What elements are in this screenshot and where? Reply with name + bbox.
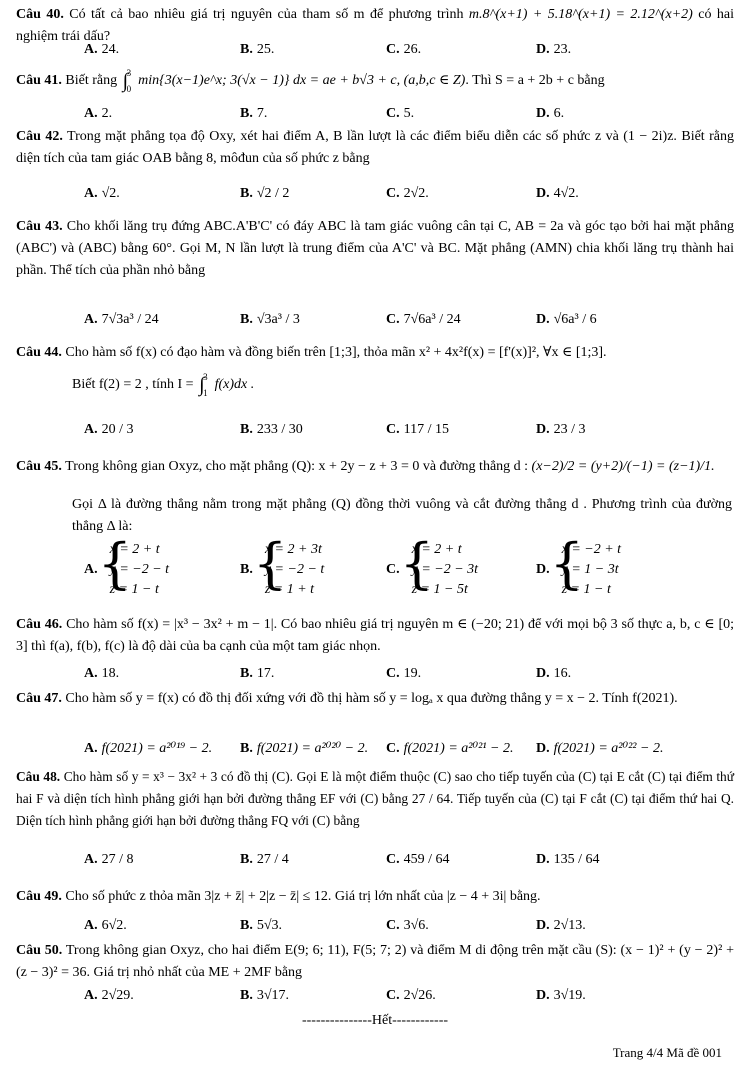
option-d[interactable]: D. 23.: [536, 42, 572, 57]
option-a[interactable]: A. f(2021) = a²⁰¹⁹ − 2.: [84, 741, 213, 756]
option-a[interactable]: A. { x = 2 + t y = −2 − t z = 1 − t: [84, 540, 169, 600]
question-46: [16, 614, 734, 658]
question-formula: f(x)dx .: [214, 377, 255, 393]
question-50: [16, 940, 734, 984]
options-42: [84, 186, 734, 208]
question-formula: (x−2)/2 = (y+2)/(−1) = (z−1)/1.: [531, 459, 715, 474]
option-c[interactable]: C. 3√6.: [386, 918, 429, 933]
question-text: Cho hàm số f(x) = |x³ − 3x² + m − 1|. Có bao nhiêu giá trị nguyên m ∈ (−20; 21) để với mọi bộ 3 số thực a, b, c ∈ [0; 3] thì f(a), f(b), f(c) là độ dài của ba cạnh của một tam giác nhọn.: [16, 617, 734, 654]
question-text: Cho số phức z thỏa mãn 3|z + z̄| + 2|z − z̄| ≤ 12. Giá trị lớn nhất của |z − 4 + 3i| bằng.: [65, 889, 541, 904]
question-text: Biết rằng: [65, 73, 121, 89]
options-50: [84, 988, 734, 1010]
question-text: Cho hàm số f(x) có đạo hàm và đồng biến trên [1;3], thỏa mãn x² + 4x²f(x) = [f'(x)]², ∀x ∈ [1;3].: [65, 345, 607, 360]
options-48: [84, 852, 734, 874]
question-formula: m.8^(x+1) + 5.18^(x+1) = 2.12^(x+2): [468, 7, 693, 22]
integral-sign: ∫ 3 0: [122, 68, 132, 94]
question-42: [16, 126, 734, 170]
option-d[interactable]: D. 6.: [536, 106, 565, 121]
option-c[interactable]: C. 19.: [386, 666, 422, 681]
option-b[interactable]: B. f(2021) = a²⁰²⁰ − 2.: [240, 741, 369, 756]
question-number: Câu 49.: [16, 889, 62, 904]
question-number: Câu 50.: [16, 943, 63, 958]
option-c[interactable]: C. 459 / 64: [386, 852, 450, 867]
option-d[interactable]: D. 16.: [536, 666, 572, 681]
option-d[interactable]: D. 23 / 3: [536, 422, 586, 437]
option-c[interactable]: C. f(2021) = a²⁰²¹ − 2.: [386, 741, 514, 756]
option-b[interactable]: B. 3√17.: [240, 988, 290, 1003]
option-c[interactable]: C. 26.: [386, 42, 422, 57]
question-43: [16, 216, 734, 282]
question-text: Trong mặt phẳng tọa độ Oxy, xét hai điểm A, B lần lượt là các điểm biểu diễn các số phức z và (1 − 2i)z. Biết rằng diện tích của tam giác OAB bằng 8, môđun của số phức z bằng: [16, 129, 735, 166]
area-fraction: 27 / 64: [411, 791, 450, 806]
question-number: Câu 42.: [16, 129, 63, 144]
question-number: Câu 46.: [16, 617, 63, 632]
option-a[interactable]: A. 24.: [84, 42, 120, 57]
option-a[interactable]: A. 20 / 3: [84, 422, 134, 437]
option-c[interactable]: C. 117 / 15: [386, 422, 449, 437]
option-c[interactable]: C. 2√2.: [386, 186, 429, 201]
options-49: [84, 918, 734, 940]
option-b[interactable]: B. 233 / 30: [240, 422, 303, 437]
option-a[interactable]: A. 2√29.: [84, 988, 134, 1003]
option-c[interactable]: C. 7√6a³ / 24: [386, 312, 461, 327]
question-number: Câu 47.: [16, 691, 62, 706]
question-text: Cho khối lăng trụ đứng ABC.A'B'C' có đáy ABC là tam giác vuông cân tại C, AB = 2a và góc tạo bởi hai mặt phẳng (ABC') và (ABC) bằng 60°. Gọi M, N lần lượt là trung điểm của A'C' và BC. Mặt phẳng (AMN) chia khối lăng trụ thành hai phần. Thể tích của phần nhỏ bằng: [16, 219, 735, 278]
option-d[interactable]: D. 3√19.: [536, 988, 586, 1003]
question-text: Có tất cả bao nhiêu giá trị nguyên của tham số m để phương trình: [69, 7, 469, 22]
options-45: [84, 540, 734, 604]
options-41: [84, 106, 734, 128]
question-47: [16, 688, 734, 710]
question-49: [16, 886, 734, 908]
option-b[interactable]: B. 27 / 4: [240, 852, 289, 867]
options-43: [84, 312, 734, 334]
option-d[interactable]: D. 2√13.: [536, 918, 586, 933]
question-text-cont: có hai nghiệm trái dấu?: [16, 7, 734, 44]
question-text: Trong không gian Oxyz, cho hai điểm E(9; 6; 11), F(5; 7; 2) và điểm M di động trên mặt cầu (S): (x − 1)² + (y − 2)² + (z − 3)² = 36. Giá trị nhỏ nhất của ME + 2MF bằng: [16, 943, 735, 980]
option-b[interactable]: B. √2 / 2: [240, 186, 290, 201]
option-a[interactable]: A. 7√3a³ / 24: [84, 312, 159, 327]
option-a[interactable]: A. 18.: [84, 666, 120, 681]
question-44: [16, 342, 734, 364]
option-d[interactable]: D. f(2021) = a²⁰²² − 2.: [536, 741, 664, 756]
option-d[interactable]: D. 4√2.: [536, 186, 579, 201]
options-46: [84, 666, 734, 688]
question-number: Câu 40.: [16, 7, 64, 22]
question-formula: min{3(x−1)e^x; 3(√x − 1)} dx = ae + b√3 + c, (a,b,c ∈ Z): [138, 73, 466, 89]
option-d[interactable]: D. { x = −2 + t y = 1 − 3t z = 1 − t: [536, 540, 621, 600]
page-footer: Trang 4/4 Mã đề 001: [612, 1045, 722, 1060]
option-b[interactable]: B. 5√3.: [240, 918, 283, 933]
option-b[interactable]: B. { x = 2 + 3t y = −2 − t z = 1 + t: [240, 540, 324, 600]
question-text: Trong không gian Oxyz, cho mặt phẳng (Q): x + 2y − z + 3 = 0 và đường thẳng d :: [65, 459, 532, 474]
question-text: Cho hàm số y = x³ − 3x² + 3 có đồ thị (C). Gọi E là một điểm thuộc (C) sao cho tiếp tuyến của (C) tại E cắt (C) tại điểm thứ hai F và diện tích hình phẳng giới hạn bởi đường thẳng EF với (C) bằng: [16, 769, 734, 806]
option-a[interactable]: A. 27 / 8: [84, 852, 134, 867]
question-text: Cho hàm số y = f(x) có đồ thị đối xứng với đồ thị hàm số y = logₐ x qua đường thẳng y = x − 2. Tính f(2021).: [65, 691, 678, 706]
option-b[interactable]: B. 25.: [240, 42, 275, 57]
question-number: Câu 44.: [16, 345, 62, 360]
question-44-cont: [72, 374, 732, 396]
option-a[interactable]: A. √2.: [84, 186, 120, 201]
option-c[interactable]: C. 5.: [386, 106, 415, 121]
question-41: [16, 70, 734, 92]
option-a[interactable]: A. 6√2.: [84, 918, 127, 933]
integral-sign: ∫ 3 1: [199, 372, 208, 398]
question-number: Câu 48.: [16, 769, 61, 784]
option-a[interactable]: A. 2.: [84, 106, 113, 121]
question-number: Câu 45.: [16, 459, 62, 474]
question-text-cont: . Thì S = a + 2b + c bằng: [465, 73, 605, 89]
question-number: Câu 41.: [16, 73, 62, 89]
question-48: [16, 766, 734, 832]
question-text-cont: Biết f(2) = 2 , tính I =: [72, 377, 198, 393]
option-b[interactable]: B. √3a³ / 3: [240, 312, 300, 327]
question-number: Câu 43.: [16, 219, 63, 234]
option-b[interactable]: B. 7.: [240, 106, 268, 121]
question-45: [16, 456, 734, 478]
options-40: [84, 42, 734, 64]
options-47: [84, 740, 734, 762]
question-text-cont: Gọi Δ là đường thẳng nằm trong mặt phẳng (Q) đồng thời vuông và cắt đường thẳng d . Phương trình của đường thẳng Δ là:: [72, 497, 732, 534]
option-c[interactable]: C. 2√26.: [386, 988, 436, 1003]
option-b[interactable]: B. 17.: [240, 666, 275, 681]
option-d[interactable]: D. 135 / 64: [536, 852, 600, 867]
option-c[interactable]: C. { x = 2 + t y = −2 − 3t z = 1 − 5t: [386, 540, 478, 600]
option-d[interactable]: D. √6a³ / 6: [536, 312, 597, 327]
options-44: [84, 422, 734, 444]
question-text-cont: . Tiếp tuyến của (C) tại F cắt (C) tại điểm thứ hai Q. Diện tích hình phẳng giới hạn bởi đường thẳng FQ với (C) bằng: [16, 791, 734, 828]
end-marker: ---------------Hết------------: [301, 1013, 449, 1028]
